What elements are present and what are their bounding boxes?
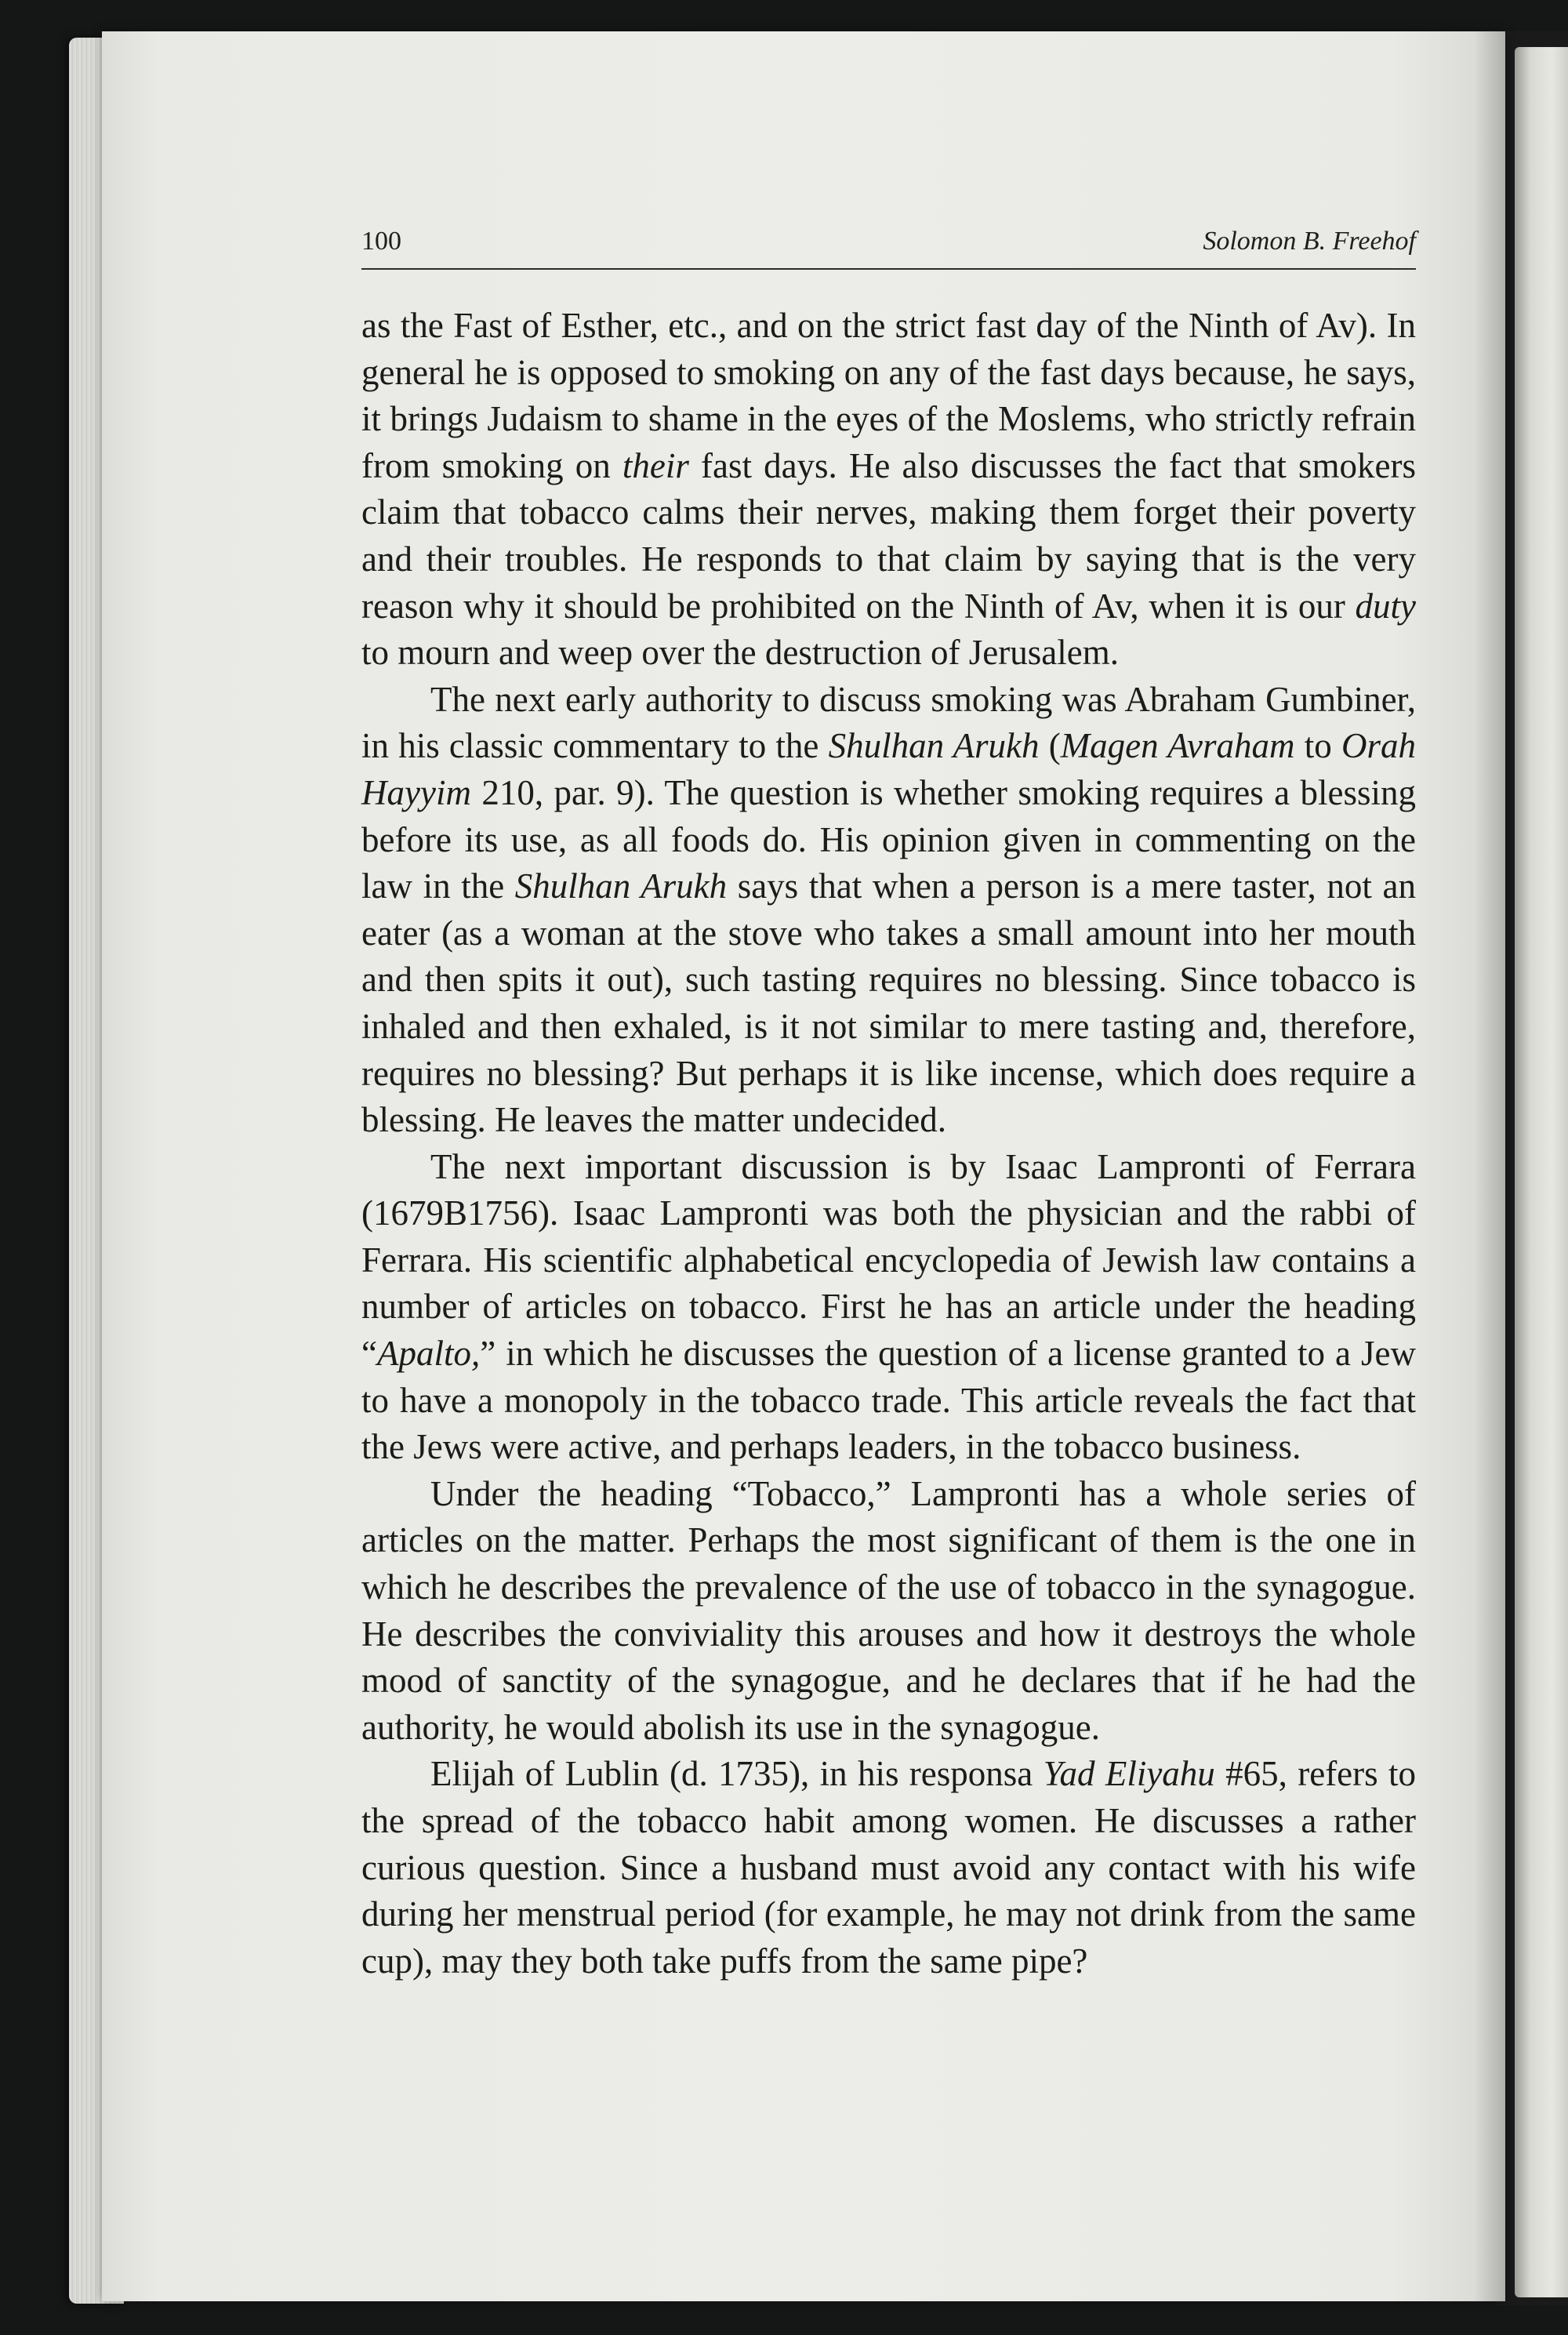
paragraph-5: Elijah of Lublin (d. 1735), in his responsa Yad Eliyahu #65, refers to the spread of the tobacco habit among women. He discusses a rather curious question. Since a husband must avoid any contact with his wife during her menstrual period (for example, he may not drink from the same cup), may they both take puffs from the same pipe? (361, 1754, 1416, 1981)
paragraph-1: as the Fast of Esther, etc., and on the strict fast day of the Ninth of Av). In general he is opposed to smoking on any of the fast days because, he says, it brings Judaism to shame in the eyes of the Moslems, who strictly refrain from smoking on their fast days. He also discusses the fact that smokers claim that tobacco calms their nerves, making them forget their poverty and their troubles. He responds to that claim by saying that is the very reason why it should be prohibited on the Ninth of Av, when it is our duty to mourn and weep over the destruction of Jerusalem. (361, 306, 1416, 673)
paragraph-2: The next early authority to discuss smoking was Abraham Gumbiner, in his classic commentary to the Shulhan Arukh (Magen Avraham to Orah Hayyim 210, par. 9). The question is whether smoking requires a blessing before its use, as all foods do. His opinion given in commenting on the law in the Shulhan Arukh says that when a person is a mere taster, not an eater (as a woman at the stove who takes a small amount into her mouth and then spits it out), such tasting requires no blessing. Since tobacco is inhaled and then exhaled, is it not similar to mere tasting and, therefore, requires no blessing? But perhaps it is like incense, which does require a blessing. He leaves the matter undecided. (361, 679, 1417, 1140)
facing-page-edge (1515, 47, 1568, 2297)
running-head-author: Solomon B. Freehof (1203, 227, 1416, 256)
body-text (361, 303, 1416, 1985)
page-number: 100 (361, 227, 401, 256)
running-head (361, 221, 1416, 270)
paragraph-3: The next important discussion is by Isaac Lampronti of Ferrara (1679B1756). Isaac Lampronti was both the physician and the rabbi of Ferrara. His scientific alphabetical encyclopedia of Jewish law contains a number of articles on tobacco. First he has an article under the heading “Apalto,” in which he discusses the question of a license granted to a Jew to have a monopoly in the tobacco trade. This article reveals the fact that the Jews were active, and perhaps leaders, in the tobacco business. (361, 1146, 1416, 1467)
paragraph-4: Under the heading “Tobacco,” Lampronti has a whole series of articles on the matter. Perhaps the most significant of them is the one in which he describes the prevalence of the use of tobacco in the synagogue. He describes the conviviality this arouses and how it destroys the whole mood of sanctity of the synagogue, and he declares that if he had the authority, he would abolish its use in the synagogue. (361, 1473, 1416, 1747)
gutter-shadow (1474, 31, 1505, 2301)
